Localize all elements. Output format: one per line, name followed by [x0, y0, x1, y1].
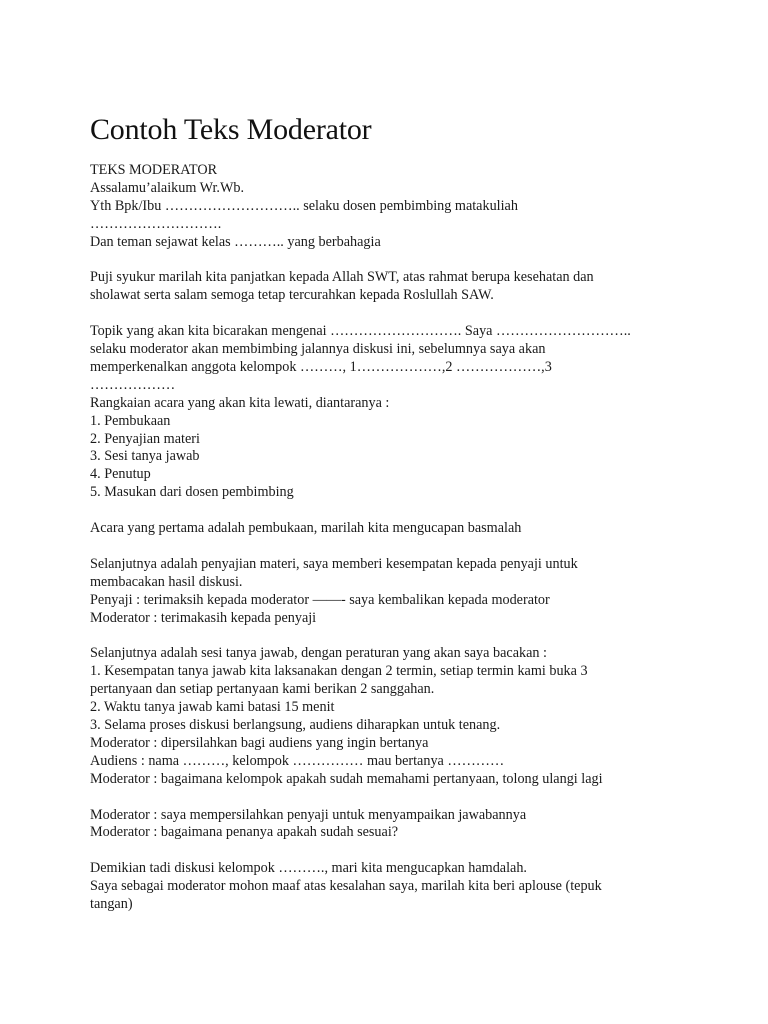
text-line: Penyaji : terimaksih kepada moderator ——- saya kembalikan kepada moderator — [90, 591, 550, 608]
paragraph — [90, 520, 680, 538]
text-line: Dan teman sejawat kelas ……….. yang berbahagia — [90, 233, 381, 250]
paragraph-gap — [90, 305, 680, 323]
paragraph — [90, 807, 680, 843]
document-page — [90, 112, 680, 914]
text-line: Saya sebagai moderator mohon maaf atas kesalahan saya, marilah kita beri aplouse (tepuk — [90, 878, 602, 895]
text-line: TEKS MODERATOR — [90, 162, 218, 178]
text-line: 5. Masukan dari dosen pembimbing — [90, 484, 294, 501]
text-line: Selanjutnya adalah penyajian materi, saya memberi kesempatan kepada penyaji untuk — [90, 555, 578, 572]
text-line: 1. Kesempatan tanya jawab kita laksanakan dengan 2 termin, setiap termin kami buka 3 — [90, 663, 588, 680]
text-line: 3. Selama proses diskusi berlangsung, audiens diharapkan untuk tenang. — [90, 717, 501, 734]
text-line: Puji syukur marilah kita panjatkan kepada Allah SWT, atas rahmat berupa kesehatan dan — [90, 269, 594, 286]
paragraph — [90, 860, 680, 914]
text-line: 2. Waktu tanya jawab kami batasi 15 menit — [90, 699, 335, 716]
text-line: membacakan hasil diskusi. — [90, 573, 243, 590]
text-line: ……………… — [90, 376, 176, 393]
text-line: Moderator : bagaimana penanya apakah sudah sesuai? — [90, 824, 399, 841]
text-line: sholawat serta salam semoga tetap tercurahkan kepada Roslullah SAW. — [90, 287, 494, 304]
paragraph-gap — [90, 538, 680, 556]
text-line: 3. Sesi tanya jawab — [90, 448, 200, 465]
paragraph — [90, 645, 680, 788]
text-line: 4. Penutup — [90, 466, 151, 483]
text-line: Demikian tadi diskusi kelompok ………., mari kita mengucapkan hamdalah. — [90, 860, 527, 877]
text-line: Assalamu’alaikum Wr.Wb. — [90, 179, 245, 196]
text-line: 2. Penyajian materi — [90, 430, 200, 447]
document-body — [90, 162, 680, 914]
text-line: pertanyaan dan setiap pertanyaan kami berikan 2 sanggahan. — [90, 681, 435, 698]
text-line: tangan) — [90, 896, 133, 913]
paragraph — [90, 269, 680, 305]
paragraph-gap — [90, 252, 680, 270]
paragraph-gap — [90, 789, 680, 807]
text-line: Rangkaian acara yang akan kita lewati, diantaranya : — [90, 394, 390, 411]
paragraph-gap — [90, 628, 680, 646]
text-line: Audiens : nama ………, kelompok …………… mau bertanya ………… — [90, 752, 505, 769]
text-line: selaku moderator akan membimbing jalannya diskusi ini, sebelumnya saya akan — [90, 341, 546, 358]
text-line: Moderator : terimakasih kepada penyaji — [90, 609, 317, 626]
paragraph — [90, 556, 680, 628]
text-line: Moderator : bagaimana kelompok apakah sudah memahami pertanyaan, tolong ulangi lagi — [90, 770, 603, 787]
text-line: Selanjutnya adalah sesi tanya jawab, dengan peraturan yang akan saya bacakan : — [90, 645, 547, 662]
document-title: Contoh Teks Moderator — [90, 113, 372, 146]
text-line: Topik yang akan kita bicarakan mengenai ………………………. Saya ……………………….. — [90, 323, 631, 340]
paragraph — [90, 323, 680, 502]
paragraph-gap — [90, 502, 680, 520]
text-line: ………………………. — [90, 215, 222, 232]
text-line: Acara yang pertama adalah pembukaan, marilah kita mengucapan basmalah — [90, 520, 522, 537]
paragraph — [90, 162, 680, 252]
paragraph-gap — [90, 842, 680, 860]
text-line: Yth Bpk/Ibu ……………………….. selaku dosen pembimbing matakuliah — [90, 197, 518, 214]
text-line: 1. Pembukaan — [90, 412, 171, 429]
text-line: memperkenalkan anggota kelompok ………, 1………………,2 ………………,3 — [90, 358, 552, 375]
text-line: Moderator : saya mempersilahkan penyaji untuk menyampaikan jawabannya — [90, 806, 527, 823]
text-line: Moderator : dipersilahkan bagi audiens yang ingin bertanya — [90, 734, 429, 751]
